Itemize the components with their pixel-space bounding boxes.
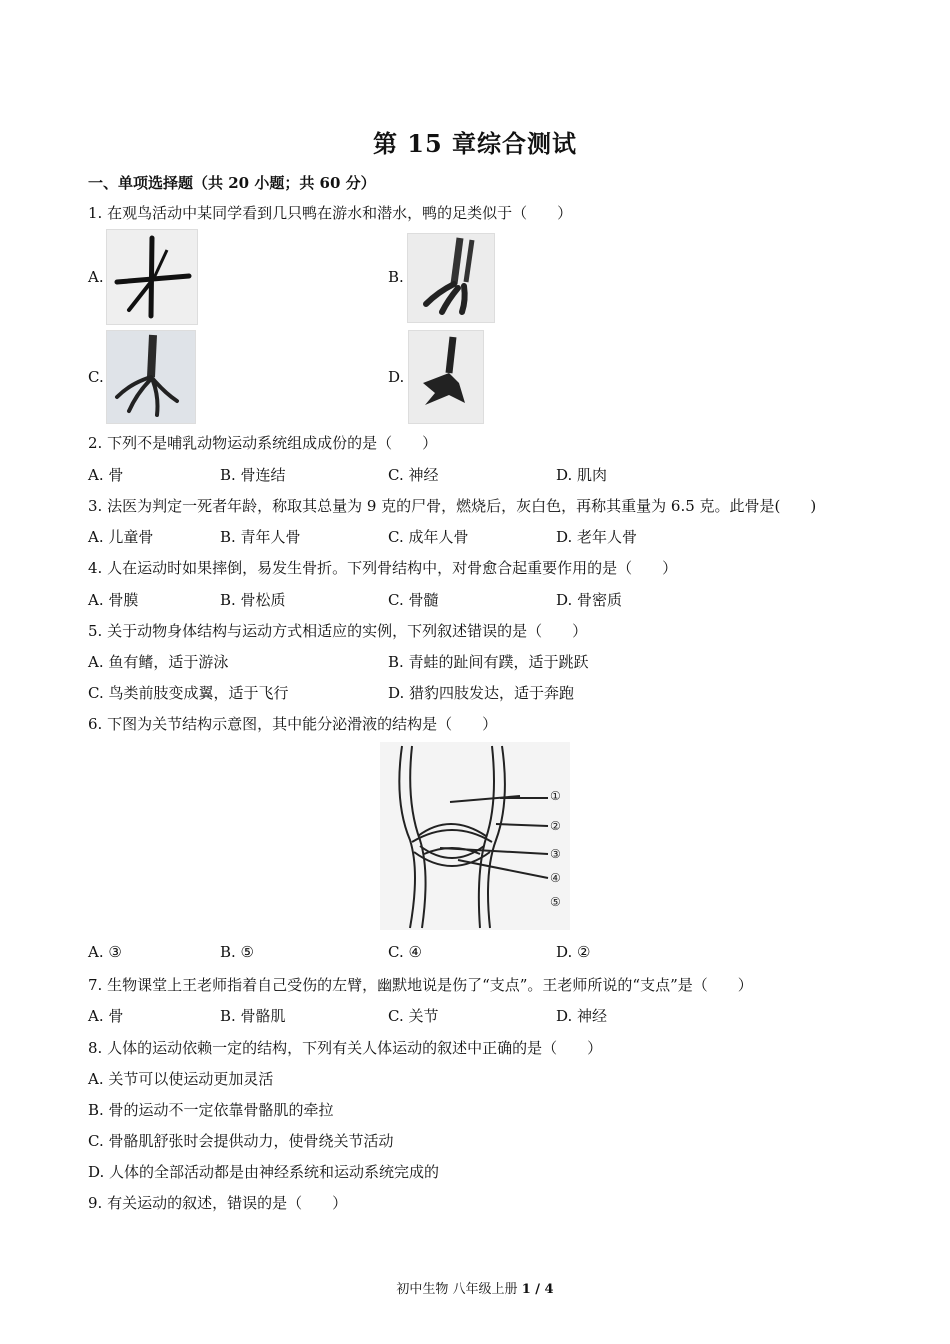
q5-option-d: D. 猎豹四肢发达，适于奔跑	[388, 684, 575, 702]
page-footer	[0, 1278, 950, 1297]
q8-option-b: B. 骨的运动不一定依靠骨骼肌的牵拉	[88, 1101, 334, 1119]
q3-option-c: C. 成年人骨	[388, 528, 469, 546]
q3-option-d: D. 老年人骨	[556, 528, 638, 546]
q8-option-a: A. 关节可以使运动更加灵活	[88, 1070, 274, 1088]
bird-foot-c-image	[106, 330, 196, 424]
bird-foot-a-image	[106, 229, 198, 325]
diagram-label-5: ⑤	[550, 895, 561, 909]
q6-option-c: C. ④	[388, 943, 422, 961]
footer-text: 初中生物 八年级上册	[396, 1282, 518, 1297]
q3-option-b: B. 青年人骨	[220, 528, 301, 546]
q1-option-b-label: B.	[388, 268, 404, 286]
q4-option-a: A. 骨膜	[88, 591, 139, 609]
q4-option-d: D. 骨密质	[556, 591, 623, 609]
q5-option-b: B. 青蛙的趾间有蹼，适于跳跃	[388, 653, 589, 671]
question-5-stem: 5. 关于动物身体结构与运动方式相适应的实例，下列叙述错误的是（ ）	[88, 622, 588, 640]
q8-option-c: C. 骨骼肌舒张时会提供动力，使骨绕关节活动	[88, 1132, 394, 1150]
q2-option-d: D. 肌肉	[556, 466, 608, 484]
q2-option-b: B. 骨连结	[220, 466, 286, 484]
q2-option-a: A. 骨	[88, 466, 124, 484]
question-4-stem: 4. 人在运动时如果摔倒，易发生骨折。下列骨结构中，对骨愈合起重要作用的是（ ）	[88, 559, 678, 577]
q7-option-a: A. 骨	[88, 1007, 124, 1025]
diagram-label-4: ④	[550, 871, 561, 885]
q1-option-d-label: D.	[388, 368, 405, 386]
diagram-label-2: ②	[550, 819, 561, 833]
question-2-stem: 2. 下列不是哺乳动物运动系统组成成份的是（ ）	[88, 434, 438, 452]
q4-option-c: C. 骨髓	[388, 591, 439, 609]
diagram-label-1: ①	[550, 789, 561, 803]
question-7-stem: 7. 生物课堂上王老师指着自己受伤的左臂，幽默地说是伤了“支点”。王老师所说的“支点”是（ ）	[88, 976, 753, 994]
q4-option-b: B. 骨松质	[220, 591, 286, 609]
q6-option-b: B. ⑤	[220, 943, 255, 961]
q3-option-a: A. 儿童骨	[88, 528, 154, 546]
question-9-stem: 9. 有关运动的叙述，错误的是（ ）	[88, 1194, 348, 1212]
question-8-stem: 8. 人体的运动依赖一定的结构，下列有关人体运动的叙述中正确的是（ ）	[88, 1039, 603, 1057]
question-3-stem: 3. 法医为判定一死者年龄，称取其总量为 9 克的尸骨，燃烧后，灰白色，再称其重量为 6.5 克。此骨是( )	[88, 497, 817, 515]
q5-option-a: A. 鱼有鳍，适于游泳	[88, 653, 229, 671]
q5-option-c: C. 鸟类前肢变成翼，适于飞行	[88, 684, 289, 702]
page-number: 1 / 4	[521, 1282, 554, 1297]
bird-foot-d-image	[408, 330, 484, 424]
diagram-label-3: ③	[550, 847, 561, 861]
q7-option-c: C. 关节	[388, 1007, 439, 1025]
section-heading: 一、单项选择题（共 20 小题；共 60 分）	[88, 174, 376, 192]
q6-option-a: A. ③	[88, 943, 122, 961]
q2-option-c: C. 神经	[388, 466, 439, 484]
q6-option-d: D. ②	[556, 943, 591, 961]
question-6-stem: 6. 下图为关节结构示意图，其中能分泌滑液的结构是（ ）	[88, 715, 498, 733]
q7-option-d: D. 神经	[556, 1007, 608, 1025]
q7-option-b: B. 骨骼肌	[220, 1007, 286, 1025]
q1-option-a-label: A.	[88, 268, 104, 286]
joint-structure-diagram	[380, 742, 570, 930]
question-1-stem: 1. 在观鸟活动中某同学看到几只鸭在游水和潜水，鸭的足类似于（ ）	[88, 204, 573, 222]
bird-foot-b-image	[407, 233, 495, 323]
q1-option-c-label: C.	[88, 368, 104, 386]
page-title: 第 15 章综合测试	[372, 129, 578, 158]
q8-option-d: D. 人体的全部活动都是由神经系统和运动系统完成的	[88, 1163, 440, 1181]
